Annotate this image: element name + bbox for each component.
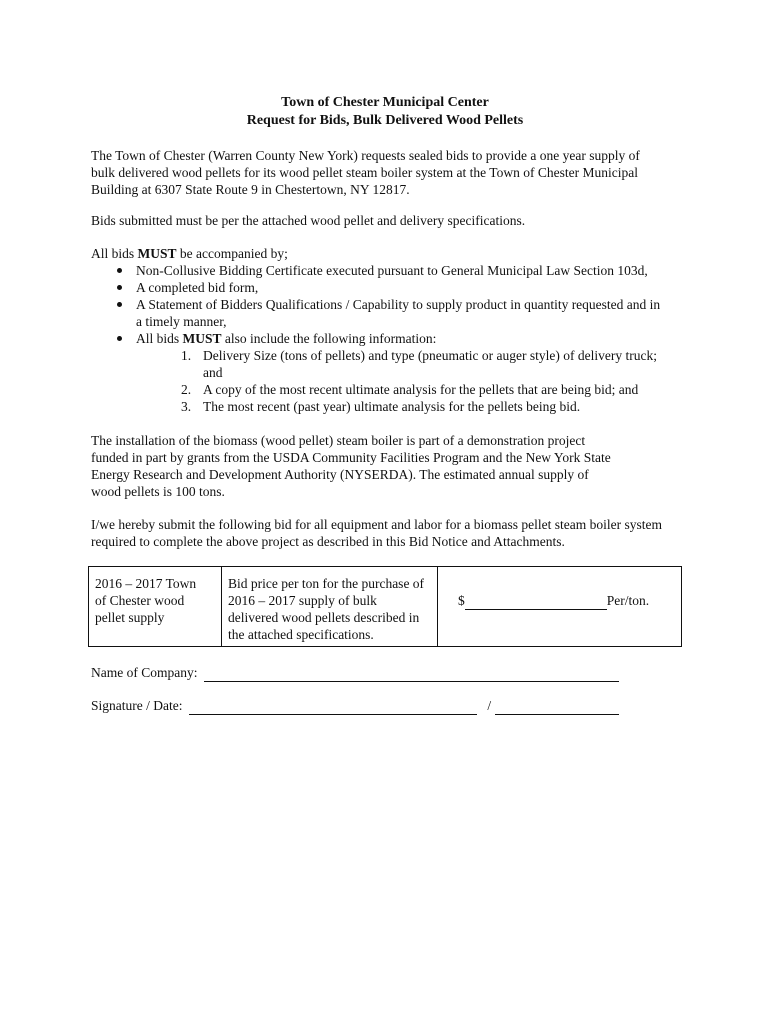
signature-field[interactable] bbox=[189, 697, 477, 715]
submission-line-1: I/we hereby submit the following bid for all equipment and labor for a biomass pellet steam boiler system bbox=[91, 517, 662, 532]
installation-line-3: Energy Research and Development Authority (NYSERDA). The estimated annual supply of bbox=[91, 467, 589, 482]
date-field[interactable] bbox=[495, 697, 619, 715]
numbered-item-2: A copy of the most recent ultimate analysis for the pellets that are being bid; and bbox=[203, 382, 639, 397]
price-per-ton-field[interactable] bbox=[465, 592, 607, 610]
bid-item-cell: 2016 – 2017 Town of Chester wood pellet supply bbox=[89, 567, 222, 647]
intro-line-1: The Town of Chester (Warren County New York) requests sealed bids to provide a one year supply of bbox=[91, 148, 640, 163]
bid-price-cell: $ Per/ton. bbox=[438, 567, 682, 647]
bullet-icon bbox=[117, 285, 122, 290]
numbered-marker-3: 3. bbox=[181, 399, 192, 414]
submission-line-2: required to complete the above project as described in this Bid Notice and Attachments. bbox=[91, 534, 565, 549]
bid-table bbox=[88, 566, 682, 647]
installation-line-2: funded in part by grants from the USDA Community Facilities Program and the New York State bbox=[91, 450, 611, 465]
installation-line-1: The installation of the biomass (wood pellet) steam boiler is part of a demonstration project bbox=[91, 433, 586, 448]
intro-line-3: Building at 6307 State Route 9 in Chestertown, NY 12817. bbox=[91, 182, 410, 197]
numbered-item-1: Delivery Size (tons of pellets) and type (pneumatic or auger style) of delivery truck; bbox=[203, 348, 657, 363]
bullet-item-1: Non-Collusive Bidding Certificate executed pursuant to General Municipal Law Section 103d, bbox=[136, 263, 648, 278]
intro-line-2: bulk delivered wood pellets for its wood pellet steam boiler system at the Town of Chester Municipal bbox=[91, 165, 638, 180]
bullet-item-3: A Statement of Bidders Qualifications / Capability to supply product in quantity requested and in bbox=[136, 297, 661, 312]
bullet-item-4: All bids MUST also include the following information: bbox=[136, 331, 437, 346]
bullet-item-2: A completed bid form, bbox=[136, 280, 259, 295]
signature-row: Signature / Date: / bbox=[91, 697, 619, 715]
specs-note: Bids submitted must be per the attached wood pellet and delivery specifications. bbox=[91, 213, 526, 228]
numbered-marker-1: 1. bbox=[181, 348, 192, 363]
company-name-field[interactable] bbox=[204, 664, 619, 682]
bid-description-cell: Bid price per ton for the purchase of 2016 – 2017 supply of bulk delivered wood pellets described in the attached specifications. bbox=[222, 567, 438, 647]
bullet-item-3-cont: a timely manner, bbox=[136, 314, 227, 329]
numbered-item-3: The most recent (past year) ultimate analysis for the pellets being bid. bbox=[203, 399, 581, 414]
company-row: Name of Company: bbox=[91, 664, 619, 682]
numbered-item-1-cont: and bbox=[203, 365, 223, 380]
bid-table-row bbox=[89, 567, 682, 647]
bullet-icon bbox=[117, 268, 122, 273]
bullet-icon bbox=[117, 336, 122, 341]
bullet-icon bbox=[117, 302, 122, 307]
requirements-lead: All bids MUST be accompanied by; bbox=[91, 246, 288, 261]
title-line-1: Town of Chester Municipal Center bbox=[281, 95, 489, 110]
title-line-2: Request for Bids, Bulk Delivered Wood Pellets bbox=[246, 113, 524, 128]
installation-line-4: wood pellets is 100 tons. bbox=[91, 484, 225, 499]
numbered-marker-2: 2. bbox=[181, 382, 192, 397]
